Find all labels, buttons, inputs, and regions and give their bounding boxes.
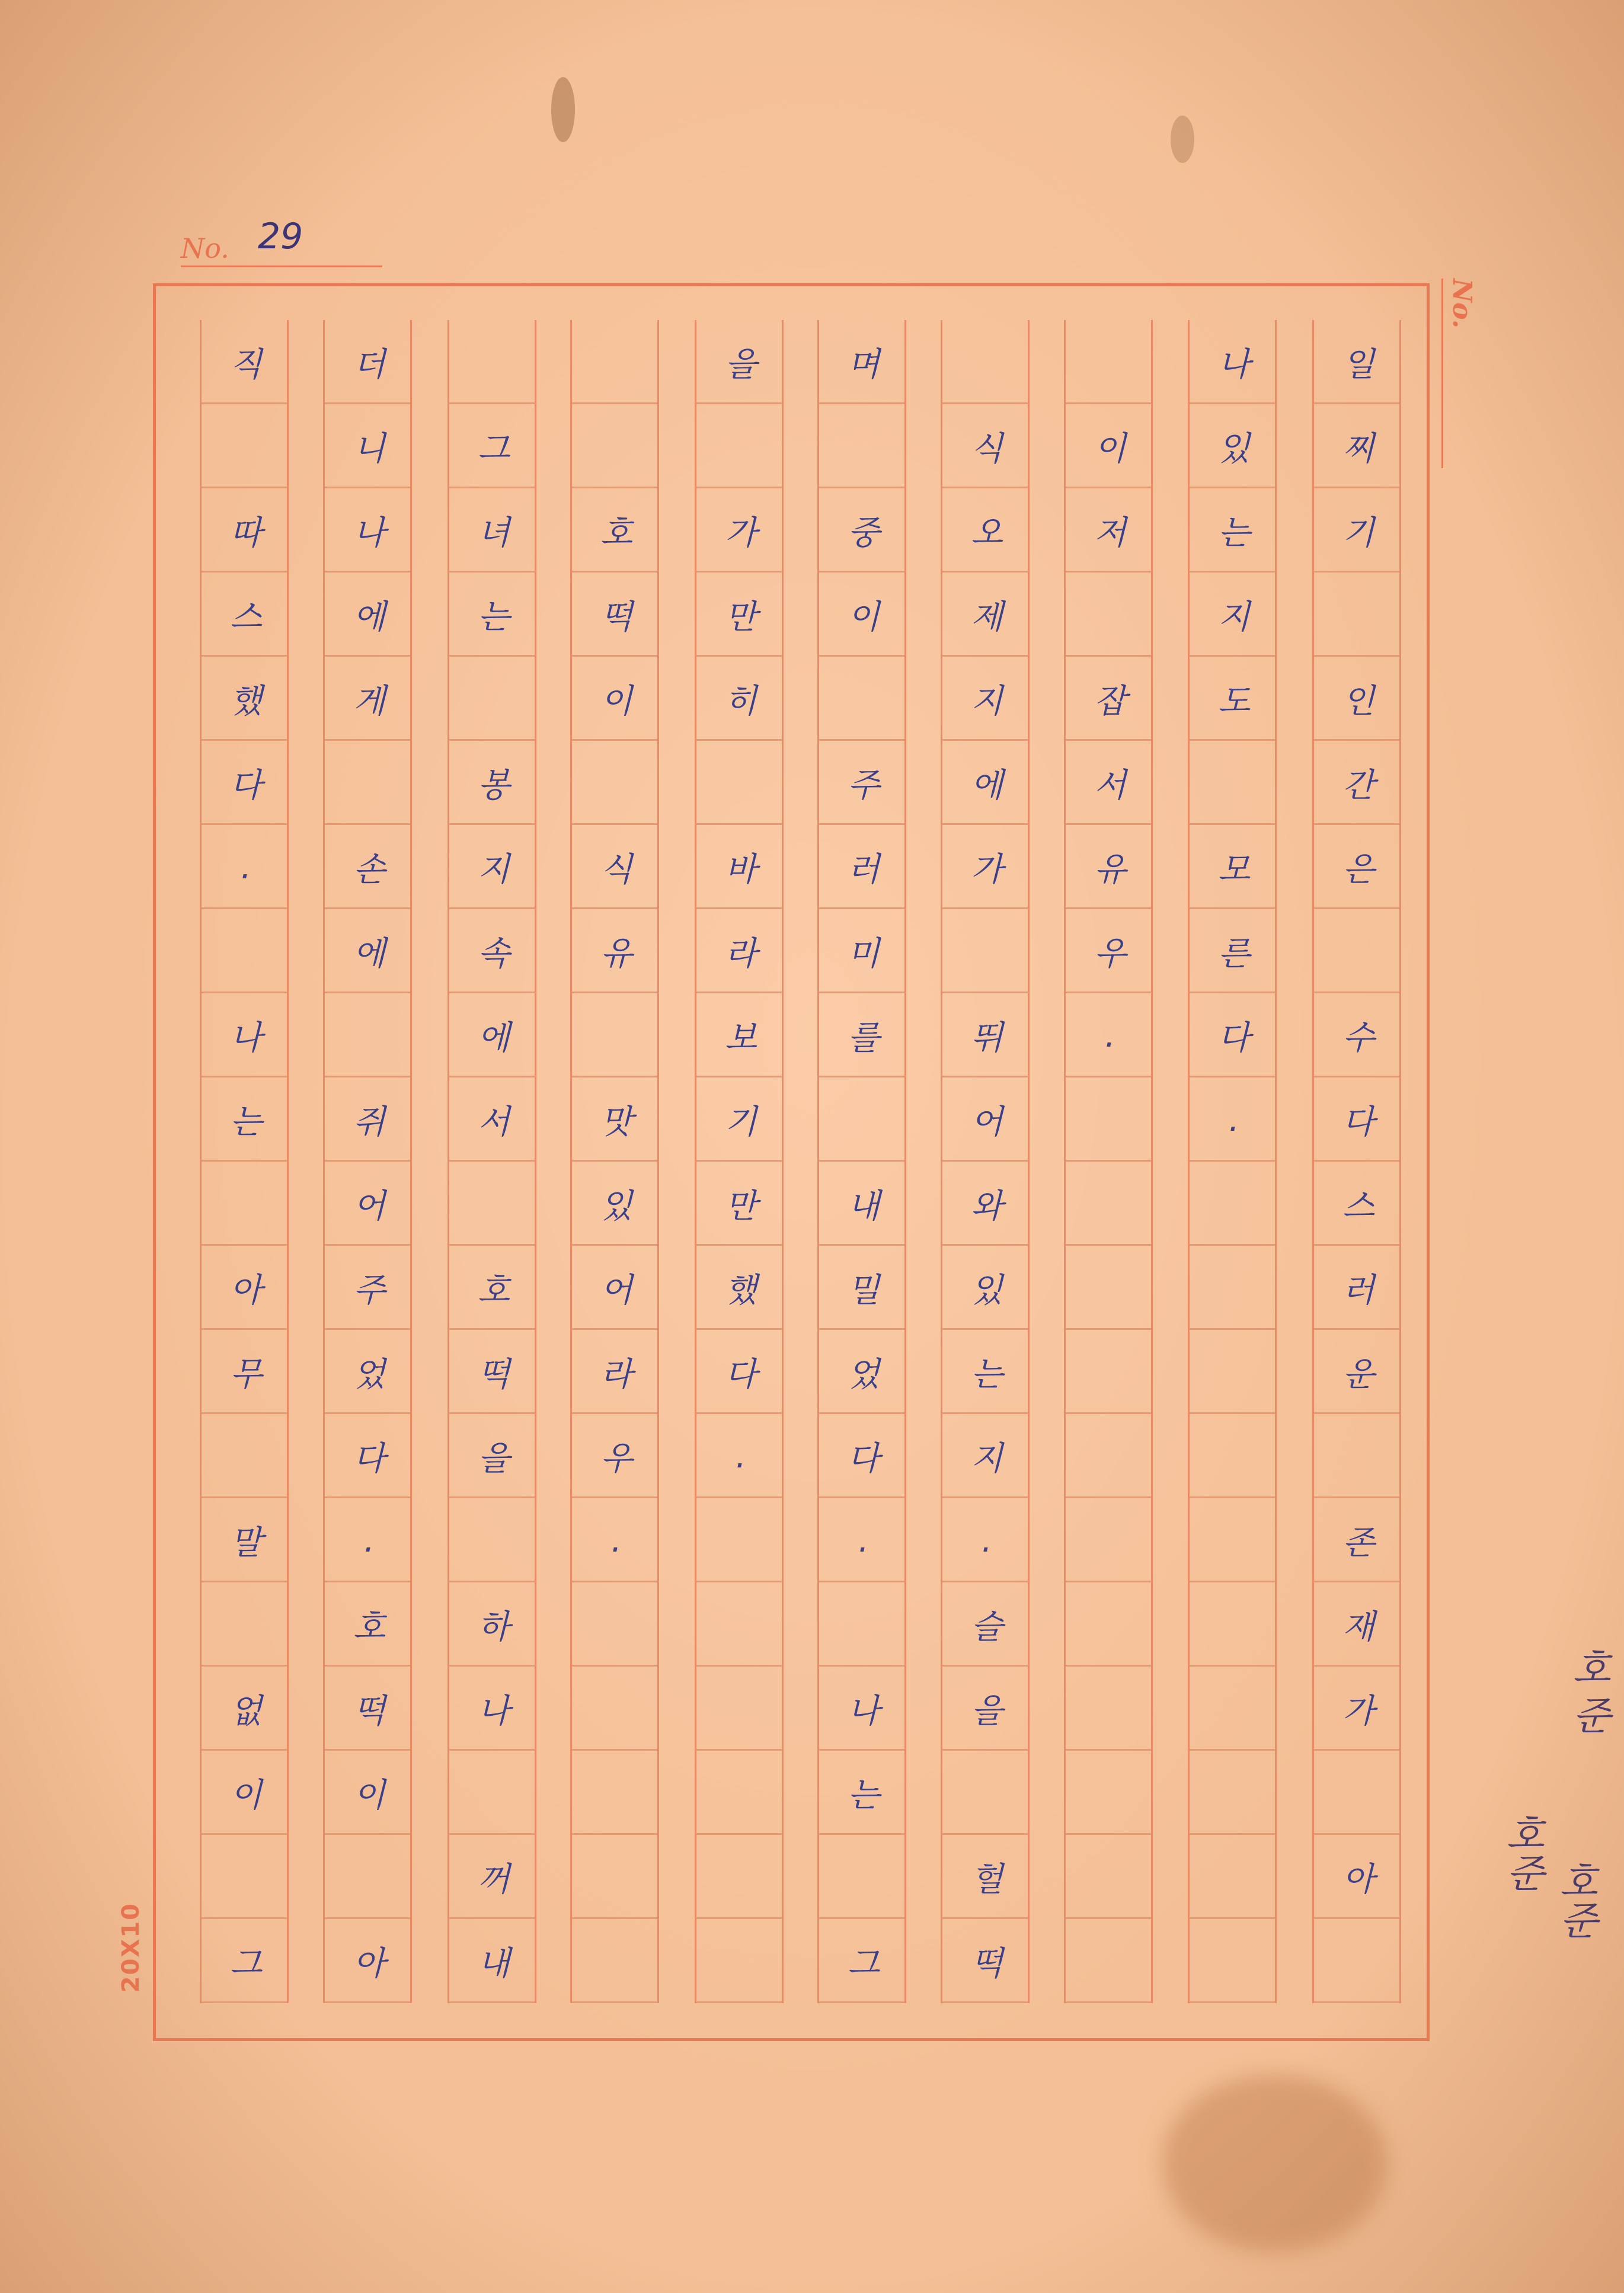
grid-cell: 가: [970, 850, 1003, 889]
grid-cell: 호: [477, 1271, 510, 1310]
paper-stain: [1162, 2074, 1387, 2252]
grid-cell: [696, 1582, 785, 1667]
grid-cell: 우: [1094, 935, 1127, 973]
grid-cell: 어: [353, 1187, 386, 1226]
grid-cell: [1066, 573, 1155, 657]
grid-cell: 무: [229, 1355, 263, 1394]
grid-cell: 라: [724, 935, 757, 973]
grid-cell: 보: [724, 1019, 757, 1057]
grid-cell: 있: [1217, 430, 1251, 468]
grid-cell: [819, 657, 908, 741]
grid-cell: [1190, 1919, 1278, 2003]
grid-cell: 나: [477, 1692, 510, 1731]
grid-cell: 나: [847, 1692, 880, 1731]
grid-cell: 주: [353, 1271, 386, 1310]
grid-cell: 어: [600, 1271, 633, 1310]
grid-cell: [202, 1835, 290, 1919]
grid-cell: [1066, 1919, 1155, 2003]
grid-cell: 을: [724, 346, 757, 384]
grid-cell: [1190, 1414, 1278, 1498]
grid-column: [941, 320, 1030, 2003]
grid-cell: 지: [1217, 598, 1251, 637]
grid-cell: [819, 404, 908, 488]
grid-cell: 유: [600, 935, 633, 973]
grid-column: [200, 320, 289, 2003]
grid-cell: 호: [353, 1608, 386, 1646]
grid-cell: 었: [353, 1355, 386, 1394]
grid-cell: 기: [724, 1103, 757, 1141]
grid-cell: 호: [600, 514, 633, 552]
grid-cell: [572, 1751, 661, 1835]
grid-cell: 는: [1217, 514, 1251, 552]
grid-cell: 저: [1094, 514, 1127, 552]
grid-cell: [1066, 1077, 1155, 1162]
grid-cell: [696, 1498, 785, 1582]
no-printed-label: No.: [181, 232, 229, 264]
grid-cell: [325, 1835, 414, 1919]
grid-cell: 게: [353, 682, 386, 721]
grid-cell: 이: [600, 682, 633, 721]
grid-column: [570, 320, 659, 2003]
grid-cell: 와: [970, 1187, 1003, 1226]
grid-cell: 른: [1217, 935, 1251, 973]
grid-cell: 을: [477, 1440, 510, 1478]
grid-cell: 에: [353, 598, 386, 637]
grid-cell: [572, 1835, 661, 1919]
grid-cell: 아: [229, 1271, 263, 1310]
grid-cell: 히: [724, 682, 757, 721]
grid-cell: [572, 1582, 661, 1667]
grid-cell: 떡: [477, 1355, 510, 1394]
margin-note: 준: [1565, 1695, 1611, 1734]
grid-cell: 식: [600, 850, 633, 889]
grid-cell: [325, 993, 414, 1077]
grid-cell: [1190, 1498, 1278, 1582]
grid-cell: 을: [970, 1692, 1003, 1731]
grid-cell: [572, 993, 661, 1077]
grid-cell: 맛: [600, 1103, 633, 1141]
grid-cell: 에: [970, 766, 1003, 805]
grid-cell: 나: [1217, 346, 1251, 384]
grid-cell: 잡: [1094, 682, 1127, 721]
grid-cell: 꺼: [477, 1860, 510, 1899]
grid-cell: 다: [353, 1440, 386, 1478]
grid-cell: 일: [1342, 346, 1375, 384]
grid-cell: 헐: [970, 1860, 1003, 1899]
grid-cell: [819, 1582, 908, 1667]
grid-cell: 있: [600, 1187, 633, 1226]
paper-stain: [1171, 116, 1194, 163]
paper-stain: [551, 77, 575, 142]
grid-cell: [1190, 1246, 1278, 1330]
paper-format-code: [117, 1902, 153, 1993]
grid-cell: 운: [1342, 1355, 1375, 1394]
grid-cell: 속: [477, 935, 510, 973]
grid-cell: 간: [1342, 766, 1375, 805]
grid-cell: 미: [847, 935, 880, 973]
grid-cell: [449, 1498, 538, 1582]
grid-cell: [1066, 1498, 1155, 1582]
grid-cell: 하: [477, 1608, 510, 1646]
grid-cell: [449, 657, 538, 741]
grid-cell: 재: [1342, 1608, 1375, 1646]
grid-cell: 떡: [600, 598, 633, 637]
grid-cell: 직: [229, 346, 263, 384]
grid-cell: 어: [970, 1103, 1003, 1141]
grid-cell: 서: [1094, 766, 1127, 805]
grid-cell: 했: [229, 682, 263, 721]
rotated-no-text: No.: [1447, 279, 1477, 329]
grid-column: [1064, 320, 1153, 2003]
grid-cell: [1066, 1751, 1155, 1835]
grid-cell: [696, 1835, 785, 1919]
rotated-no-label: [1441, 279, 1478, 468]
grid-cell: [1066, 1582, 1155, 1667]
grid-cell: .: [1229, 1100, 1239, 1139]
grid-cell: 다: [847, 1440, 880, 1478]
grid-cell: 인: [1342, 682, 1375, 721]
grid-cell: [1314, 1919, 1403, 2003]
grid-cell: 따: [229, 514, 263, 552]
grid-cell: 이: [353, 1776, 386, 1815]
grid-cell: [942, 909, 1031, 993]
grid-cell: [1314, 573, 1403, 657]
grid-cell: 다: [724, 1355, 757, 1394]
grid-cell: [1190, 1582, 1278, 1667]
grid-cell: [572, 404, 661, 488]
grid-cell: 주: [847, 766, 880, 805]
grid-cell: 가: [724, 514, 757, 552]
margin-note: 호준: [1499, 1814, 1545, 1892]
grid-column: [695, 320, 784, 2003]
grid-cell: 수: [1342, 1019, 1375, 1057]
grid-cell: [1190, 1667, 1278, 1751]
grid-cell: 이: [229, 1776, 263, 1815]
grid-cell: 유: [1094, 850, 1127, 889]
grid-cell: 스: [229, 598, 263, 637]
grid-cell: 며: [847, 346, 880, 384]
grid-cell: 나: [229, 1019, 263, 1057]
manuscript-grid: [194, 320, 1403, 2003]
grid-cell: 이: [1094, 430, 1127, 468]
paper-format-code-text: 20X10: [117, 1902, 145, 1993]
grid-cell: 있: [970, 1271, 1003, 1310]
grid-cell: [1190, 741, 1278, 825]
grid-cell: [1066, 320, 1155, 404]
grid-cell: 모: [1217, 850, 1251, 889]
grid-cell: [696, 1667, 785, 1751]
grid-cell: [1066, 1667, 1155, 1751]
grid-cell: 는: [477, 598, 510, 637]
grid-cell: [1066, 1414, 1155, 1498]
grid-cell: 러: [847, 850, 880, 889]
grid-cell: [819, 1077, 908, 1162]
grid-cell: 아: [353, 1945, 386, 1983]
grid-cell: 아: [1342, 1860, 1375, 1899]
grid-cell: 그: [229, 1945, 263, 1983]
grid-cell: .: [1105, 1016, 1115, 1055]
grid-cell: 떡: [970, 1945, 1003, 1983]
grid-cell: [325, 741, 414, 825]
grid-cell: [1190, 1330, 1278, 1414]
grid-cell: 봉: [477, 766, 510, 805]
grid-cell: 뛰: [970, 1019, 1003, 1057]
grid-column: [1188, 320, 1277, 2003]
grid-cell: .: [611, 1521, 622, 1560]
grid-cell: 그: [477, 430, 510, 468]
grid-cell: 찌: [1342, 430, 1375, 468]
grid-column: [447, 320, 536, 2003]
grid-cell: 에: [353, 935, 386, 973]
grid-cell: [1190, 1835, 1278, 1919]
grid-cell: [1066, 1162, 1155, 1246]
grid-cell: 서: [477, 1103, 510, 1141]
grid-cell: 녀: [477, 514, 510, 552]
grid-cell: 는: [847, 1776, 880, 1815]
grid-cell: [1314, 1751, 1403, 1835]
grid-cell: 다: [1217, 1019, 1251, 1057]
grid-cell: [1314, 1414, 1403, 1498]
grid-cell: [202, 1162, 290, 1246]
grid-cell: 스: [1342, 1187, 1375, 1226]
grid-cell: 슬: [970, 1608, 1003, 1646]
grid-cell: [696, 741, 785, 825]
grid-cell: .: [364, 1521, 375, 1560]
grid-cell: 는: [229, 1103, 263, 1141]
grid-cell: 우: [600, 1440, 633, 1478]
grid-cell: [202, 909, 290, 993]
grid-cell: [202, 404, 290, 488]
margin-note: 호준: [1552, 1861, 1598, 1939]
grid-cell: [942, 1751, 1031, 1835]
grid-cell: 내: [847, 1187, 880, 1226]
grid-cell: 만: [724, 1187, 757, 1226]
grid-cell: 지: [477, 850, 510, 889]
grid-cell: 라: [600, 1355, 633, 1394]
page-number-label: [181, 216, 382, 267]
grid-cell: 는: [970, 1355, 1003, 1394]
grid-cell: [696, 1751, 785, 1835]
grid-cell: 제: [970, 598, 1003, 637]
grid-cell: 바: [724, 850, 757, 889]
grid-cell: 이: [847, 598, 880, 637]
grid-cell: 밀: [847, 1271, 880, 1310]
grid-cell: 없: [229, 1692, 263, 1731]
grid-cell: [942, 320, 1031, 404]
grid-column: [323, 320, 412, 2003]
grid-cell: [572, 320, 661, 404]
grid-cell: [202, 1414, 290, 1498]
grid-cell: 기: [1342, 514, 1375, 552]
grid-cell: 다: [229, 766, 263, 805]
grid-cell: .: [982, 1521, 992, 1560]
grid-cell: [1066, 1330, 1155, 1414]
grid-cell: 내: [477, 1945, 510, 1983]
grid-cell: 쥐: [353, 1103, 386, 1141]
grid-cell: 은: [1342, 850, 1375, 889]
grid-cell: 에: [477, 1019, 510, 1057]
grid-cell: [572, 741, 661, 825]
grid-cell: [1190, 1751, 1278, 1835]
grid-cell: [1066, 1246, 1155, 1330]
grid-cell: 떡: [353, 1692, 386, 1731]
grid-cell: 나: [353, 514, 386, 552]
grid-cell: 그: [847, 1945, 880, 1983]
grid-cell: 했: [724, 1271, 757, 1310]
grid-cell: 만: [724, 598, 757, 637]
grid-cell: [572, 1667, 661, 1751]
grid-column: [817, 320, 906, 2003]
grid-cell: 를: [847, 1019, 880, 1057]
grid-cell: 존: [1342, 1524, 1375, 1562]
grid-cell: 니: [353, 430, 386, 468]
grid-cell: 손: [353, 850, 386, 889]
grid-column: [1312, 320, 1401, 2003]
grid-cell: 도: [1217, 682, 1251, 721]
grid-cell: [1314, 909, 1403, 993]
grid-cell: [819, 1835, 908, 1919]
grid-cell: [449, 1751, 538, 1835]
grid-cell: [449, 1162, 538, 1246]
grid-cell: [1066, 1835, 1155, 1919]
grid-cell: 지: [970, 1440, 1003, 1478]
grid-cell: 더: [353, 346, 386, 384]
grid-cell: 었: [847, 1355, 880, 1394]
grid-cell: 지: [970, 682, 1003, 721]
grid-cell: [696, 404, 785, 488]
grid-cell: 러: [1342, 1271, 1375, 1310]
grid-cell: [1190, 1162, 1278, 1246]
grid-cell: 중: [847, 514, 880, 552]
grid-cell: 말: [229, 1524, 263, 1562]
grid-cell: [202, 1582, 290, 1667]
grid-cell: [572, 1919, 661, 2003]
grid-cell: [696, 1919, 785, 2003]
grid-cell: 오: [970, 514, 1003, 552]
grid-cell: .: [736, 1437, 746, 1476]
margin-note: 호: [1565, 1648, 1611, 1687]
grid-cell: .: [241, 848, 251, 887]
grid-cell: 다: [1342, 1103, 1375, 1141]
grid-cell: 식: [970, 430, 1003, 468]
grid-cell: [449, 320, 538, 404]
grid-cell: 가: [1342, 1692, 1375, 1731]
handwritten-page-number: 29: [258, 216, 303, 257]
grid-cell: .: [858, 1521, 869, 1560]
